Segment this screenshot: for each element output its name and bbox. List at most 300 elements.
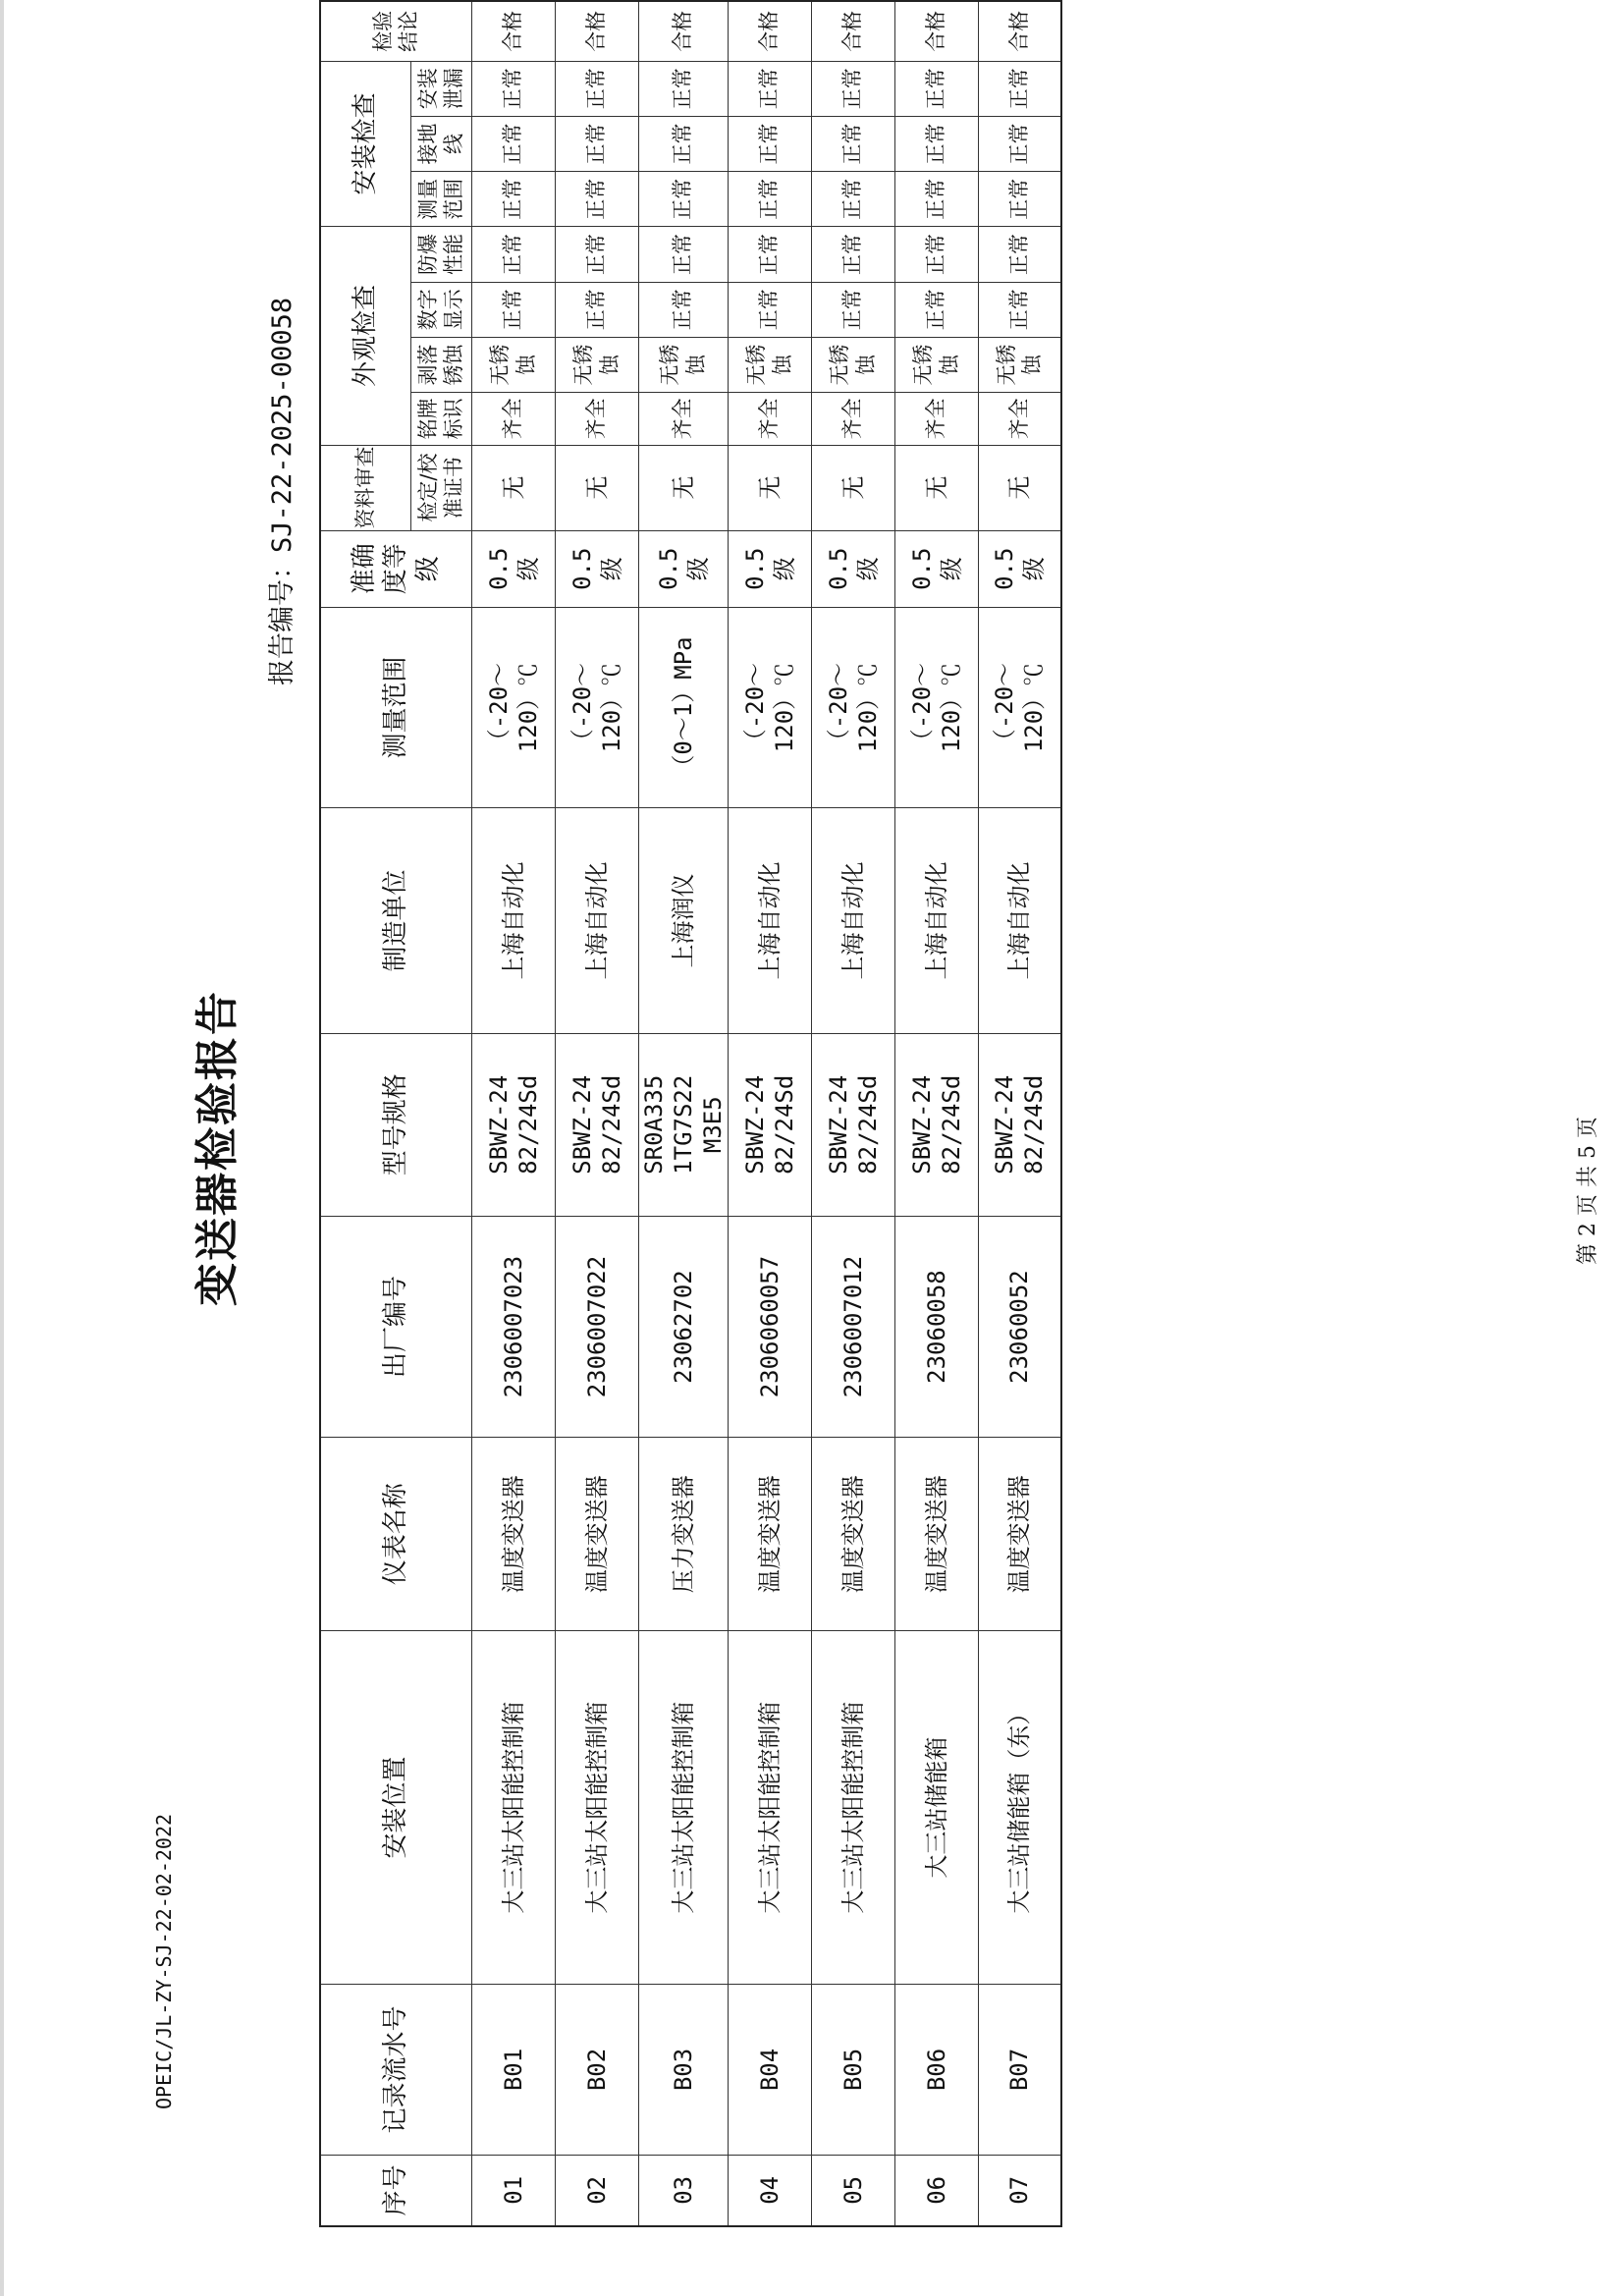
cell-leak (728, 61, 811, 116)
cell-accuracy (471, 530, 555, 607)
cell-conclusion (811, 1, 894, 61)
cell-serial-line: 2306007012 (839, 1255, 867, 1398)
cell-record (894, 1985, 978, 2155)
header-nameplate: 铭牌标识 (410, 393, 471, 445)
cell-seq-line: 07 (1005, 2175, 1034, 2205)
cell-record (555, 1985, 638, 2155)
cell-grounding-line: 正常 (584, 123, 609, 165)
cell-conclusion-line: 合格 (1007, 10, 1032, 52)
cell-grounding (728, 116, 811, 171)
cell-display (555, 282, 638, 337)
cell-nameplate (555, 393, 638, 445)
cell-model-line: SBWZ-24 (740, 1074, 769, 1175)
cell-model-line: SBWZ-24 (568, 1074, 596, 1175)
cell-accuracy-line: 0.5 (991, 547, 1019, 590)
cell-accuracy-line: 级 (514, 557, 542, 581)
cell-name (555, 1438, 638, 1630)
cell-serial-line: 2306007023 (499, 1255, 527, 1398)
cell-conclusion-line: 合格 (671, 10, 695, 52)
cell-explosion-line: 正常 (584, 234, 609, 276)
cell-maker (555, 808, 638, 1034)
cell-location (471, 1630, 555, 1984)
cell-rust (811, 337, 894, 392)
cell-name-line: 温度变送器 (755, 1475, 784, 1594)
cell-display (728, 282, 811, 337)
cell-meas-range (728, 172, 811, 227)
cell-range-line: （-20～ (907, 662, 936, 753)
cell-seq-line: 05 (839, 2175, 867, 2205)
cell-name (471, 1438, 555, 1630)
cell-explosion (894, 227, 978, 282)
cell-leak-line: 正常 (757, 68, 782, 110)
header-explosion: 防爆性能 (410, 227, 471, 282)
cell-grounding-line: 正常 (840, 123, 865, 165)
header-model: 型号规格 (320, 1033, 471, 1216)
cell-model-line: SR0A335 (639, 1074, 668, 1175)
cell-cert (978, 445, 1061, 530)
cell-model-line: SBWZ-24 (824, 1074, 852, 1175)
cell-rust-line: 无锈蚀 (488, 344, 538, 386)
cell-display-line: 正常 (1007, 289, 1032, 331)
cell-name (638, 1438, 728, 1630)
cell-meas-range-line: 正常 (584, 178, 609, 220)
cell-location (978, 1630, 1061, 1984)
cell-seq (978, 2155, 1061, 2226)
cell-name-line: 温度变送器 (1005, 1475, 1034, 1594)
cell-explosion-line: 正常 (501, 234, 525, 276)
cell-rust (978, 337, 1061, 392)
cell-leak-line: 正常 (671, 68, 695, 110)
cell-meas-range-line: 正常 (1007, 178, 1032, 220)
header-doc-group: 资料审查 (320, 445, 410, 530)
cell-meas-range-line: 正常 (840, 178, 865, 220)
cell-seq-line: 03 (669, 2175, 697, 2205)
cell-range-line: 120）℃ (597, 662, 625, 753)
cell-range (555, 607, 638, 807)
table-row (728, 1, 811, 2226)
cell-display (811, 282, 894, 337)
cell-serial (811, 1216, 894, 1438)
cell-meas-range (471, 172, 555, 227)
cell-conclusion (728, 1, 811, 61)
cell-display-line: 正常 (757, 289, 782, 331)
cell-rust (555, 337, 638, 392)
table-row (811, 1, 894, 2226)
cell-rust (638, 337, 728, 392)
cell-name-line: 温度变送器 (922, 1475, 950, 1594)
cell-conclusion-line: 合格 (501, 10, 525, 52)
cell-nameplate (894, 393, 978, 445)
cell-explosion-line: 正常 (924, 234, 948, 276)
cell-leak (471, 61, 555, 116)
cell-grounding (555, 116, 638, 171)
cell-accuracy-line: 级 (1020, 557, 1049, 581)
cell-model-line: SBWZ-24 (907, 1074, 936, 1175)
cell-name (728, 1438, 811, 1630)
cell-name-line: 压力变送器 (669, 1475, 697, 1594)
cell-serial-line: 23060052 (1005, 1270, 1034, 1384)
header-display: 数字显示 (410, 282, 471, 337)
cell-serial (555, 1216, 638, 1438)
cell-explosion (638, 227, 728, 282)
cell-nameplate (811, 393, 894, 445)
cell-leak (555, 61, 638, 116)
cell-display-line: 正常 (924, 289, 948, 331)
cell-serial (728, 1216, 811, 1438)
cell-model (978, 1033, 1061, 1216)
cell-seq-line: 04 (755, 2175, 784, 2205)
cell-conclusion-line: 合格 (924, 10, 948, 52)
cell-range-line: （-20～ (740, 662, 769, 753)
cell-range (638, 607, 728, 807)
cell-accuracy (728, 530, 811, 607)
header-location: 安装位置 (320, 1630, 471, 1984)
cell-conclusion (978, 1, 1061, 61)
cell-accuracy-line: 级 (770, 557, 798, 581)
cell-seq (728, 2155, 811, 2226)
header-doc-cert: 检定/校准证书 (410, 445, 471, 530)
table-row (471, 1, 555, 2226)
cell-maker-line: 上海自动化 (922, 861, 950, 980)
cell-cert-line: 无 (499, 475, 527, 500)
cell-seq (471, 2155, 555, 2226)
cell-seq-line: 06 (922, 2175, 950, 2205)
cell-accuracy-line: 0.5 (654, 547, 682, 590)
cell-nameplate-line: 齐全 (757, 398, 782, 440)
cell-grounding (978, 116, 1061, 171)
cell-rust-line: 无锈蚀 (744, 344, 794, 386)
cell-model-line: 82/24Sd (937, 1074, 965, 1175)
cell-meas-range-line: 正常 (671, 178, 695, 220)
cell-name-line: 温度变送器 (839, 1475, 867, 1594)
cell-serial (471, 1216, 555, 1438)
header-meas-range: 测量范围 (410, 172, 471, 227)
cell-serial (894, 1216, 978, 1438)
cell-maker-line: 上海自动化 (499, 861, 527, 980)
cell-record-line: B04 (755, 2048, 784, 2092)
cell-grounding-line: 正常 (924, 123, 948, 165)
cell-serial (978, 1216, 1061, 1438)
cell-leak (978, 61, 1061, 116)
cell-record (728, 1985, 811, 2155)
cell-record-line: B05 (839, 2048, 867, 2092)
header-range: 测量范围 (320, 607, 471, 807)
cell-accuracy (811, 530, 894, 607)
cell-grounding-line: 正常 (671, 123, 695, 165)
page-number: 第 2 页 共 5 页 (1576, 1117, 1600, 1265)
cell-serial-line: 23060058 (922, 1270, 950, 1384)
cell-seq (894, 2155, 978, 2226)
header-install-group: 安装检查 (320, 61, 410, 227)
cell-seq (811, 2155, 894, 2226)
cell-range (811, 607, 894, 807)
cell-model (728, 1033, 811, 1216)
cell-meas-range (894, 172, 978, 227)
header-name: 仪表名称 (320, 1438, 471, 1630)
header-leak: 安装泄漏 (410, 61, 471, 116)
cell-seq-line: 02 (582, 2175, 611, 2205)
cell-leak (894, 61, 978, 116)
cell-model-line: SBWZ-24 (484, 1074, 513, 1175)
cell-leak (811, 61, 894, 116)
cell-maker-line: 上海自动化 (839, 861, 867, 980)
cell-location (811, 1630, 894, 1984)
cell-explosion (555, 227, 638, 282)
cell-range (471, 607, 555, 807)
cell-nameplate-line: 齐全 (840, 398, 865, 440)
cell-nameplate-line: 齐全 (584, 398, 609, 440)
header-appearance-group: 外观检查 (320, 227, 410, 445)
cell-range-line: （-20～ (484, 662, 513, 753)
cell-explosion (728, 227, 811, 282)
cell-leak-line: 正常 (584, 68, 609, 110)
cell-accuracy (555, 530, 638, 607)
cell-nameplate-line: 齐全 (501, 398, 525, 440)
cell-explosion (811, 227, 894, 282)
cell-meas-range (555, 172, 638, 227)
cell-location-line: 大三站太阳能控制箱 (755, 1701, 784, 1914)
header-accuracy: 准确度等级 (320, 530, 471, 607)
cell-cert (811, 445, 894, 530)
cell-location-line: 大三站太阳能控制箱 (669, 1701, 697, 1914)
cell-accuracy (894, 530, 978, 607)
cell-grounding (811, 116, 894, 171)
cell-model (638, 1033, 728, 1216)
cell-model-line: 82/24Sd (1020, 1074, 1049, 1175)
cell-nameplate (638, 393, 728, 445)
cell-location (638, 1630, 728, 1984)
table-row (638, 1, 728, 2226)
cell-range-line: （-20～ (568, 662, 596, 753)
cell-conclusion (894, 1, 978, 61)
cell-maker-line: 上海自动化 (1005, 861, 1034, 980)
cell-serial-line: 23062702 (669, 1270, 697, 1384)
cell-display (894, 282, 978, 337)
cell-location-line: 大三站太阳能控制箱 (499, 1701, 527, 1914)
cell-location (728, 1630, 811, 1984)
cell-leak-line: 正常 (1007, 68, 1032, 110)
header-rust: 剥落锈蚀 (410, 337, 471, 392)
cell-model-line: 82/24Sd (770, 1074, 798, 1175)
cell-location (555, 1630, 638, 1984)
cell-accuracy-line: 级 (597, 557, 625, 581)
cell-range-line: 120）℃ (770, 662, 798, 753)
cell-explosion-line: 正常 (1007, 234, 1032, 276)
cell-range-line: 120）℃ (937, 662, 965, 753)
cell-nameplate-line: 齐全 (1007, 398, 1032, 440)
cell-maker (471, 808, 555, 1034)
cell-nameplate (978, 393, 1061, 445)
cell-leak-line: 正常 (501, 68, 525, 110)
cell-explosion (471, 227, 555, 282)
cell-nameplate-line: 齐全 (671, 398, 695, 440)
cell-seq (555, 2155, 638, 2226)
cell-conclusion-line: 合格 (757, 10, 782, 52)
cell-accuracy-line: 级 (683, 557, 712, 581)
cell-rust-line: 无锈蚀 (571, 344, 622, 386)
cell-maker (811, 808, 894, 1034)
cell-accuracy-line: 0.5 (740, 547, 769, 590)
cell-leak-line: 正常 (840, 68, 865, 110)
cell-conclusion (555, 1, 638, 61)
cell-conclusion-line: 合格 (840, 10, 865, 52)
cell-cert (555, 445, 638, 530)
cell-accuracy (978, 530, 1061, 607)
cell-accuracy-line: 0.5 (907, 547, 936, 590)
cell-explosion-line: 正常 (671, 234, 695, 276)
cell-maker (638, 808, 728, 1034)
cell-cert (638, 445, 728, 530)
cell-location-line: 大三站太阳能控制箱 (839, 1701, 867, 1914)
header-serial: 出厂编号 (320, 1216, 471, 1438)
cell-range-line: （-20～ (991, 662, 1019, 753)
cell-grounding (471, 116, 555, 171)
cell-range-line: （0～1）MPa (669, 636, 697, 779)
cell-nameplate (728, 393, 811, 445)
page-title: 变送器检验报告 (192, 990, 243, 1306)
cell-rust-line: 无锈蚀 (658, 344, 708, 386)
cell-model-line: 82/24Sd (597, 1074, 625, 1175)
cell-display-line: 正常 (584, 289, 609, 331)
cell-name (978, 1438, 1061, 1630)
cell-serial-line: 2306060057 (755, 1255, 784, 1398)
header-seq: 序号 (320, 2155, 471, 2226)
cell-model (471, 1033, 555, 1216)
cell-maker (728, 808, 811, 1034)
cell-meas-range (978, 172, 1061, 227)
cell-rust-line: 无锈蚀 (828, 344, 878, 386)
cell-range-line: （-20～ (824, 662, 852, 753)
cell-rust-line: 无锈蚀 (995, 344, 1045, 386)
header-grounding: 接地线 (410, 116, 471, 171)
cell-location-line: 大三站储能箱 (922, 1736, 950, 1879)
cell-rust (728, 337, 811, 392)
cell-model-line: 1TG7S22 (669, 1074, 697, 1175)
cell-name-line: 温度变送器 (499, 1475, 527, 1594)
cell-accuracy-line: 0.5 (568, 547, 596, 590)
cell-display-line: 正常 (671, 289, 695, 331)
inspection-table (319, 0, 1062, 2227)
cell-seq (638, 2155, 728, 2226)
cell-range (728, 607, 811, 807)
cell-location-line: 大三站太阳能控制箱 (582, 1701, 611, 1914)
cell-model-line: M3E5 (698, 1096, 727, 1154)
cell-record-line: B07 (1005, 2048, 1034, 2092)
cell-model-line: SBWZ-24 (991, 1074, 1019, 1175)
cell-model (894, 1033, 978, 1216)
cell-record-line: B02 (582, 2048, 611, 2092)
cell-rust-line: 无锈蚀 (911, 344, 961, 386)
cell-accuracy-line: 级 (937, 557, 965, 581)
cell-maker (978, 808, 1061, 1034)
cell-record-line: B06 (922, 2048, 950, 2092)
cell-model-line: 82/24Sd (853, 1074, 882, 1175)
cell-record (811, 1985, 894, 2155)
cell-explosion-line: 正常 (840, 234, 865, 276)
cell-maker (894, 808, 978, 1034)
header-record: 记录流水号 (320, 1985, 471, 2155)
cell-range-line: 120）℃ (1020, 662, 1049, 753)
cell-range-line: 120）℃ (514, 662, 542, 753)
header-conclusion: 检验结论 (320, 1, 471, 61)
cell-record (471, 1985, 555, 2155)
cell-cert-line: 无 (669, 475, 697, 500)
table-body (471, 1, 1061, 2226)
cell-location-line: 大三站储能箱（东） (1005, 1701, 1034, 1914)
cell-name (811, 1438, 894, 1630)
table-row (555, 1, 638, 2226)
cell-explosion-line: 正常 (757, 234, 782, 276)
cell-maker-line: 上海润仪 (669, 873, 697, 968)
cell-name (894, 1438, 978, 1630)
cell-record-line: B03 (669, 2048, 697, 2092)
cell-cert-line: 无 (839, 475, 867, 500)
cell-cert-line: 无 (582, 475, 611, 500)
cell-range (894, 607, 978, 807)
cell-cert-line: 无 (1005, 475, 1034, 500)
cell-seq-line: 01 (499, 2175, 527, 2205)
cell-conclusion (471, 1, 555, 61)
cell-range (978, 607, 1061, 807)
cell-model-line: 82/24Sd (514, 1074, 542, 1175)
report-number: 报告编号：SJ-22-2025-00058 (267, 297, 298, 685)
table-row (978, 1, 1061, 2226)
cell-conclusion-line: 合格 (584, 10, 609, 52)
cell-rust (471, 337, 555, 392)
cell-nameplate-line: 齐全 (924, 398, 948, 440)
cell-maker-line: 上海自动化 (582, 861, 611, 980)
cell-meas-range (638, 172, 728, 227)
cell-cert (894, 445, 978, 530)
cell-name-line: 温度变送器 (582, 1475, 611, 1594)
cell-leak-line: 正常 (924, 68, 948, 110)
cell-cert-line: 无 (755, 475, 784, 500)
header-maker: 制造单位 (320, 808, 471, 1034)
cell-cert (471, 445, 555, 530)
cell-display (978, 282, 1061, 337)
cell-accuracy-line: 0.5 (824, 547, 852, 590)
cell-grounding (638, 116, 728, 171)
cell-display (471, 282, 555, 337)
cell-location (894, 1630, 978, 1984)
cell-meas-range-line: 正常 (501, 178, 525, 220)
cell-accuracy-line: 级 (853, 557, 882, 581)
cell-cert (728, 445, 811, 530)
cell-conclusion (638, 1, 728, 61)
cell-accuracy-line: 0.5 (484, 547, 513, 590)
cell-leak (638, 61, 728, 116)
cell-model (555, 1033, 638, 1216)
table-row (894, 1, 978, 2226)
cell-cert-line: 无 (922, 475, 950, 500)
form-code: OPEIC/JL-ZY-SJ-22-02-2022 (152, 1813, 176, 2109)
cell-nameplate (471, 393, 555, 445)
cell-grounding (894, 116, 978, 171)
cell-rust (894, 337, 978, 392)
cell-grounding-line: 正常 (1007, 123, 1032, 165)
cell-meas-range-line: 正常 (757, 178, 782, 220)
cell-maker-line: 上海自动化 (755, 861, 784, 980)
cell-grounding-line: 正常 (757, 123, 782, 165)
cell-record (638, 1985, 728, 2155)
cell-display (638, 282, 728, 337)
cell-grounding-line: 正常 (501, 123, 525, 165)
cell-display-line: 正常 (840, 289, 865, 331)
cell-serial (638, 1216, 728, 1438)
cell-display-line: 正常 (501, 289, 525, 331)
cell-record-line: B01 (499, 2048, 527, 2092)
cell-explosion (978, 227, 1061, 282)
